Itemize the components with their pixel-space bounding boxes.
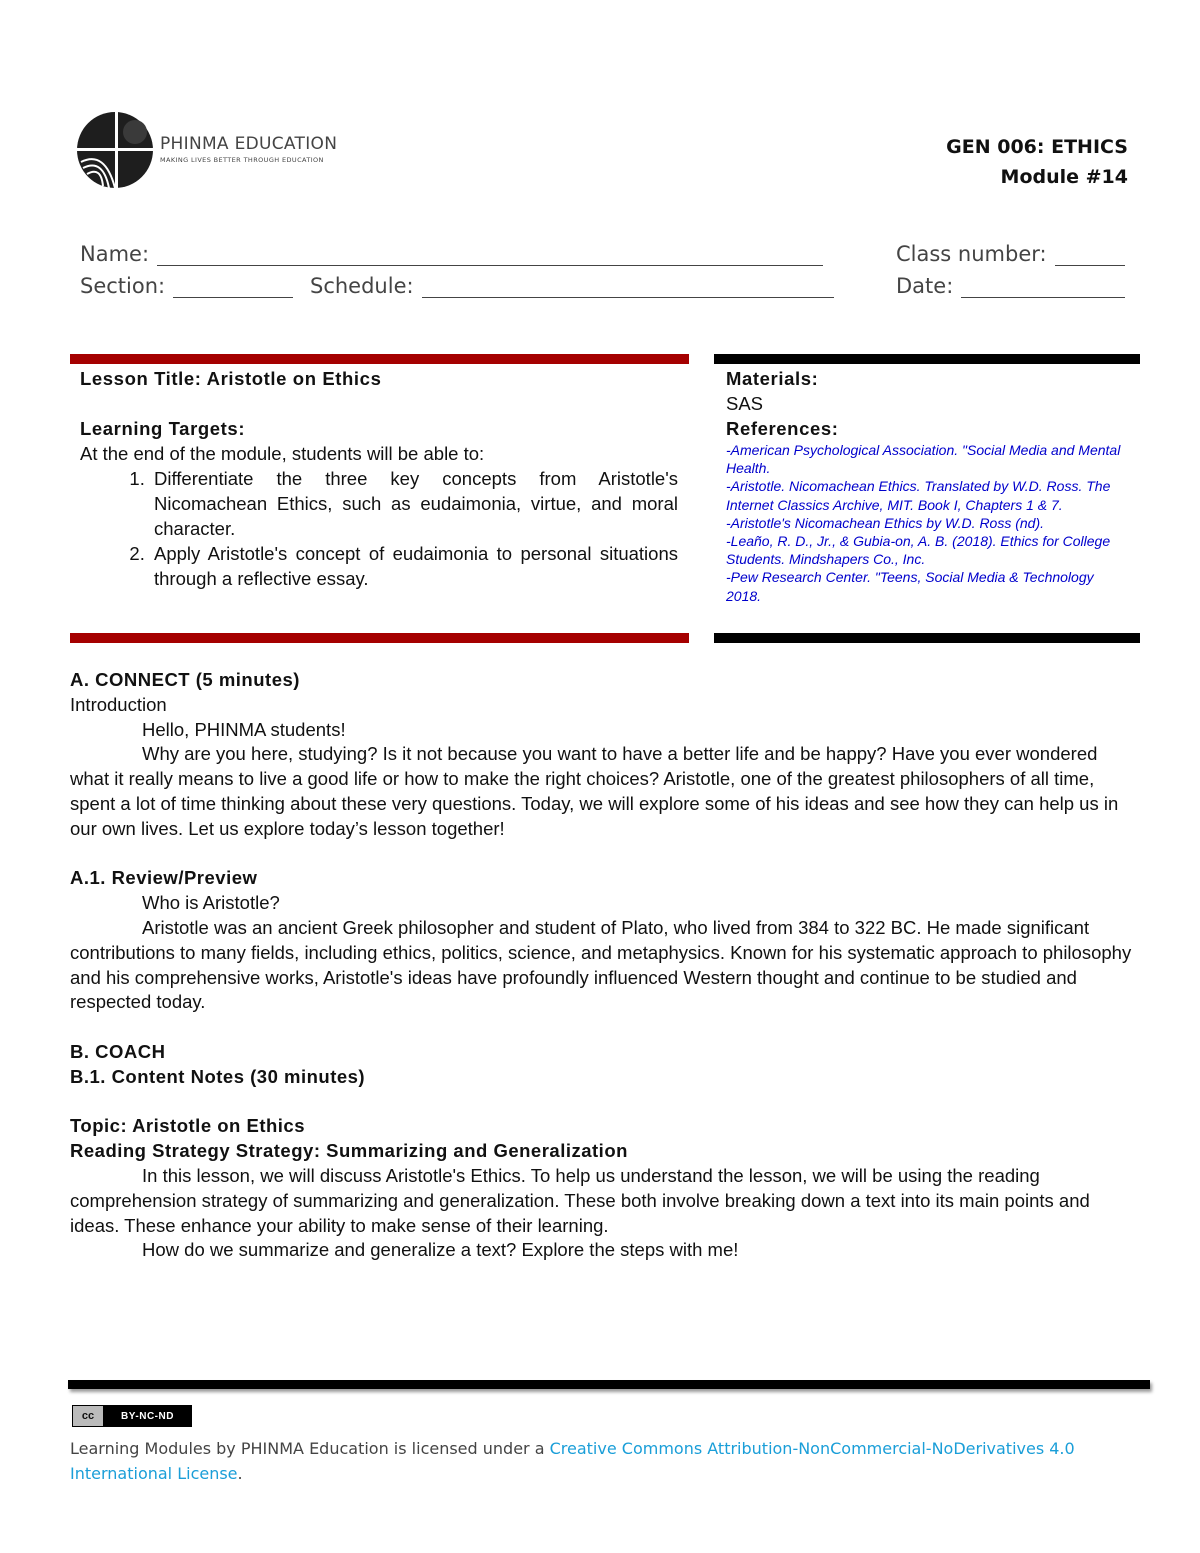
connect-heading: A. CONNECT (5 minutes): [70, 669, 300, 690]
lesson-title: Lesson Title: Aristotle on Ethics: [80, 368, 382, 389]
phinma-logo-mark-icon: [75, 110, 155, 190]
license-text: [70, 1436, 1130, 1486]
lesson-paragraph: In this lesson, we will discuss Aristotle's Ethics. To help us understand the lesson, we will be using the reading comprehension strategy of summarizing and generalization. These both involve breaking down a text into its main points and ideas. These enhance your ability to make sense of their learning.: [70, 1164, 1090, 1236]
class-number-label: Class number:: [896, 242, 1047, 266]
class-number-blank[interactable]: [1055, 247, 1125, 266]
name-label: Name:: [80, 242, 150, 266]
license-prefix: Learning Modules by PHINMA Education is licensed under a: [70, 1439, 550, 1458]
footer-bar: [68, 1380, 1150, 1389]
target-item: 1. Differentiate the three key concepts from Aristotle's Nicomachean Ethics, such as eudaimonia, virtue, and moral character.: [150, 466, 678, 541]
schedule-blank[interactable]: [422, 279, 834, 298]
reference-item: -Aristotle. Nicomachean Ethics. Translated by W.D. Ross. The Internet Classics Archive, MIT. Book I, Chapters 1 & 7.: [726, 478, 1111, 513]
schedule-field[interactable]: [310, 274, 834, 298]
materials-top-bar: [714, 354, 1140, 364]
course-code: GEN 006: ETHICS: [946, 136, 1128, 158]
materials-heading: Materials:: [726, 368, 819, 389]
date-blank[interactable]: [961, 279, 1125, 298]
coach-heading: B. COACH: [70, 1040, 166, 1062]
section-field[interactable]: [80, 274, 293, 298]
section-label: Section:: [80, 274, 166, 298]
cc-icon: cc: [73, 1406, 104, 1426]
license-link[interactable]: Creative Commons Attribution-NonCommercial-NoDerivatives 4.0 International License: [70, 1439, 1075, 1483]
module-content: [70, 668, 1132, 1263]
materials-bottom-bar: [714, 633, 1140, 643]
references-list: [726, 441, 1126, 605]
targets-intro: At the end of the module, students will be able to:: [80, 443, 485, 464]
materials-value: SAS: [726, 393, 764, 414]
lesson-top-bar: [70, 354, 689, 364]
materials-box: [726, 366, 1126, 605]
section-blank[interactable]: [173, 279, 293, 298]
reference-item: -American Psychological Association. "Social Media and Mental Health.: [726, 442, 1121, 477]
module-number: Module #14: [1000, 166, 1128, 188]
strategy-heading: Reading Strategy Strategy: Summarizing and Generalization: [70, 1140, 628, 1162]
cc-by-nc-nd-label: BY-NC-ND: [104, 1406, 191, 1426]
introduction-label: Introduction: [70, 693, 167, 715]
date-label: Date:: [896, 274, 954, 298]
reference-item: -Leaño, R. D., Jr., & Gubia-on, A. B. (2018). Ethics for College Students. Mindshapers Co., Inc.: [726, 533, 1111, 568]
reference-item: -Pew Research Center. "Teens, Social Media & Technology 2018.: [726, 569, 1094, 604]
name-field[interactable]: [80, 242, 823, 266]
steps-paragraph: How do we summarize and generalize a text? Explore the steps with me!: [142, 1239, 739, 1261]
intro-paragraph: Why are you here, studying? Is it not because you want to have a better life and be happy? Have you ever wondered what it really means to live a good life or how to make the right choices? Aristotle, one of the greatest philosophers of all time, spent a lot of time thinking about these very questions. Today, we will explore some of his ideas and see how they can help us in our own lives. Let us explore today’s lesson together!: [70, 743, 1119, 839]
logo-tagline: MAKING LIVES BETTER THROUGH EDUCATION: [160, 156, 324, 164]
references-heading: References:: [726, 418, 839, 439]
targets-list: [80, 466, 678, 591]
class-number-field[interactable]: [896, 242, 1125, 266]
topic-heading: Topic: Aristotle on Ethics: [70, 1115, 306, 1137]
license-suffix: .: [237, 1464, 243, 1483]
logo-name: PHINMA EDUCATION: [160, 134, 338, 154]
course-header: [946, 132, 1128, 192]
schedule-label: Schedule:: [310, 274, 414, 298]
date-field[interactable]: [896, 274, 1125, 298]
name-blank[interactable]: [157, 247, 823, 266]
review-heading: A.1. Review/Preview: [70, 867, 258, 889]
who-question: Who is Aristotle?: [142, 892, 280, 914]
lesson-box: [80, 366, 678, 591]
learning-targets-heading: Learning Targets:: [80, 418, 246, 439]
lesson-bottom-bar: [70, 633, 689, 643]
cc-license-badge[interactable]: [72, 1405, 192, 1427]
greeting: Hello, PHINMA students!: [142, 718, 346, 740]
reference-item: -Aristotle's Nicomachean Ethics by W.D. Ross (nd).: [726, 514, 1045, 531]
content-notes-heading: B.1. Content Notes (30 minutes): [70, 1065, 366, 1087]
target-item: 2. Apply Aristotle's concept of eudaimonia to personal situations through a reflective essay.: [150, 541, 678, 591]
who-paragraph: Aristotle was an ancient Greek philosopher and student of Plato, who lived from 384 to 322 BC. He made significant contributions to many fields, including ethics, politics, science, and metaphysics. Known for his systematic approach to philosophy and his comprehensive works, Aristotle's ideas have profoundly influenced Western thought and continue to be studied and respected today.: [70, 916, 1132, 1013]
